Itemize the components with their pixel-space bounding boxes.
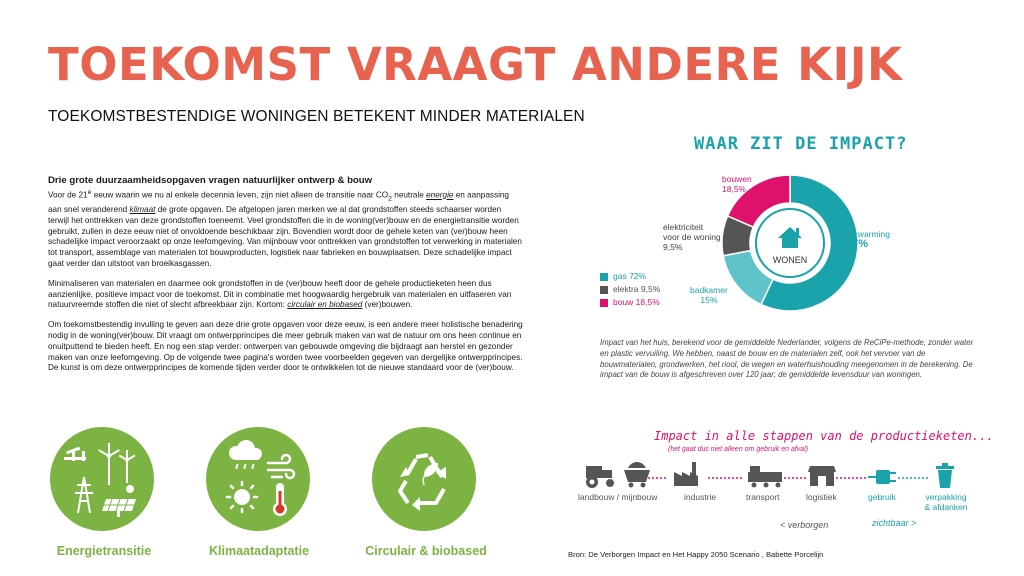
label-verwarming-name: verwarming [846,229,890,239]
body-heading: Drie grote duurzaamheidsopgaven vragen natuurlijker ontwerp & bouw [48,175,373,186]
page-title: TOEKOMST VRAAGT ANDERE KIJK [48,38,903,91]
legend-swatch-elektra [600,286,608,294]
rain-cloud-icon [229,440,262,469]
p1-text-a: Voor de 21 [48,190,88,200]
recycle-icon [400,455,444,503]
zichtbaar-label: zichtbaar > [872,518,917,528]
legend-label-gas: gas 72% [613,271,647,281]
p2-text-b: (ver)bouwen. [362,300,413,310]
circulair-circle [372,427,476,531]
label-bouwen [722,174,752,194]
pumpjack-icon [64,447,86,461]
label-badkamer-name: badkamer [690,285,728,295]
label-elektriciteit-line2: voor de woning [663,232,721,242]
impact-heading: WAAR ZIT DE IMPACT? [694,134,908,154]
body-paragraph-1 [48,188,524,270]
label-bouwen-name: bouwen [722,174,752,184]
p1-sub: 2 [388,195,392,203]
stage-landbouw: landbouw / mijnbouw [578,492,658,502]
energietransitie-circle [50,427,154,531]
production-chain [570,458,990,494]
factory-icon [674,462,698,486]
p1-sup: e [87,188,92,196]
label-elektriciteit [663,222,721,252]
legend-item-gas [600,270,660,283]
body-text [48,176,524,383]
klimaatadaptatie-label: Klimaatadaptatie [208,544,310,558]
label-badkamer [690,285,728,305]
label-verwarming-value: 57% [846,238,869,250]
label-elektriciteit-value: 9,5% [663,242,683,252]
train-icon [748,466,782,488]
circulair-link[interactable]: circulair en biobased [287,300,363,310]
label-verwarming [846,229,890,249]
legend-swatch-gas [600,273,608,281]
donut-center-label: WONEN [772,255,808,265]
chain-subtitle: (het gaat dus niet alleen om gebruik en afval) [668,446,809,453]
label-badkamer-value: 15% [700,295,718,305]
p1-text-e: de grote opgaven. De afgelopen jaren merken we al dat grondstoffen steeds schaarser worden terwijl het onttrekken van deze grondstoffen toeneemt. Veel grondstoffen die in de woning(ver)bouw en de energietransitie worden gebruikt, zullen in deze eeuw niet of onvoldoende beschikbaar zijn. Bovendien wordt door de gehele keten van (ver)bouw heen schadelijke impact veroorzaakt op onze leefomgeving. Van mijnbouw voor onttrekken van grondstoffen tot verwerking in materialen tot transport, assemblage van materialen tot bouwproducten, logistiek naar fabrieken en bouwplaatsen. Deze schadelijke impact gaat verder dan uitstoot van broeikasgassen. [48,204,522,268]
legend-label-elektra: elektra 9,5% [613,284,661,294]
trash-bin-icon [936,463,954,488]
klimaatadaptatie-circle [206,427,310,531]
legend-label-bouw: bouw 18,5% [613,297,660,307]
stage-gebruik: gebruik [868,492,896,502]
source-credit: Bron: De Verborgen Impact en Het Happy 2050 Scenario , Babette Porcelijn [568,550,824,559]
legend-item-bouw [600,296,660,309]
stage-logistiek: logistiek [806,492,837,502]
p1-text-c: neutrale [391,190,427,200]
stage-verpakking [916,492,976,512]
body-paragraph-2 [48,279,524,311]
stage-industrie: industrie [684,492,717,502]
stage-verpakking-line2: & afdanken [924,502,968,512]
impact-donut-chart [596,166,976,336]
body-paragraph-3: Om toekomstbestendig invulling te geven aan deze drie grote opgaven voor deze eeuw, is een andere meer holistische benadering nodig in de woning(ver)bouw. Dit vraagt om ontwerpprincipes die meer gebruik maken van wat de natuur om ons heen continue en onuitputtend te bieden heeft. En nog een stap verder: ontwerpen van gebouwde omgeving die bijdraagt aan herstel en gezonder maken van onze leefomgeving. Op de volgende twee pagina's worden twee voorbeelden gegeven van dergelijke ontwerpprincipes. De kunst is om deze ontwerpprincipes de komende tijden verder door te ontwikkelen tot de nieuwe standaard voor de (ver)bouw. [48,320,523,373]
energie-link[interactable]: energie [426,190,454,200]
shop-icon [808,466,836,486]
mine-cart-icon [624,462,650,488]
label-bouwen-value: 18,5% [722,184,747,194]
verborgen-label: < verborgen [780,520,829,530]
label-elektriciteit-line1: elektriciteit [663,222,704,232]
energietransitie-label: Energietransitie [56,544,152,558]
p2-text-a: Minimaliseren van materialen en daarmee ook grondstoffen in de (ver)bouw heeft door de gehele productieketen heen dus aanzienlijke, positieve impact voor de toekomst. Dit in combinatie met hoogwaardig hergebruik van materialen en uitfaseren van natuurvreemde stoffen die niet of slecht afbreekbaar zijn. Kortom: [48,278,512,310]
circulair-label: Circulair & biobased [365,544,487,558]
sun-icon [227,482,257,512]
tractor-icon [586,466,614,488]
p1-text-b: eeuw waarin we nu al enkele decennia leven, zijn niet alleen de transitie naar CO [91,190,389,200]
wind-icon [268,455,294,478]
thermometer-icon [273,483,287,516]
legend-item-elektra [600,283,660,296]
legend-swatch-bouw [600,299,608,307]
p1-text-d: en aanpassing aan snel veranderend [48,190,509,214]
chain-title: Impact in alle stappen van de productieketen... [654,429,994,443]
impact-legend [600,270,660,309]
plug-icon [868,470,896,484]
leaf-icon [423,463,438,485]
page-subtitle: TOEKOMSTBESTENDIGE WONINGEN BETEKENT MINDER MATERIALEN [48,108,585,125]
wind-turbine-icon [98,443,135,485]
impact-caption: Impact van het huis, berekend voor de gemiddelde Nederlander, volgens de ReCiPe-methode, zonder water en plastic vervuiling. We hebben, naast de bouw en de materialen zelf, ook het vervoer van de bouwmaterialen, grondwerken, het riool, de wegen en waterhuishouding meegenomen in de berekening. De impact van de bouw is afgeschreven over 120 jaar; de gemiddelde levensduur van woningen. [600,338,974,380]
stage-verpakking-line1: verpakking [925,492,967,502]
stage-transport: transport [746,492,780,502]
klimaat-link[interactable]: klimaat [129,204,156,214]
power-pylon-icon [75,477,93,513]
solar-panel-icon [102,485,136,517]
